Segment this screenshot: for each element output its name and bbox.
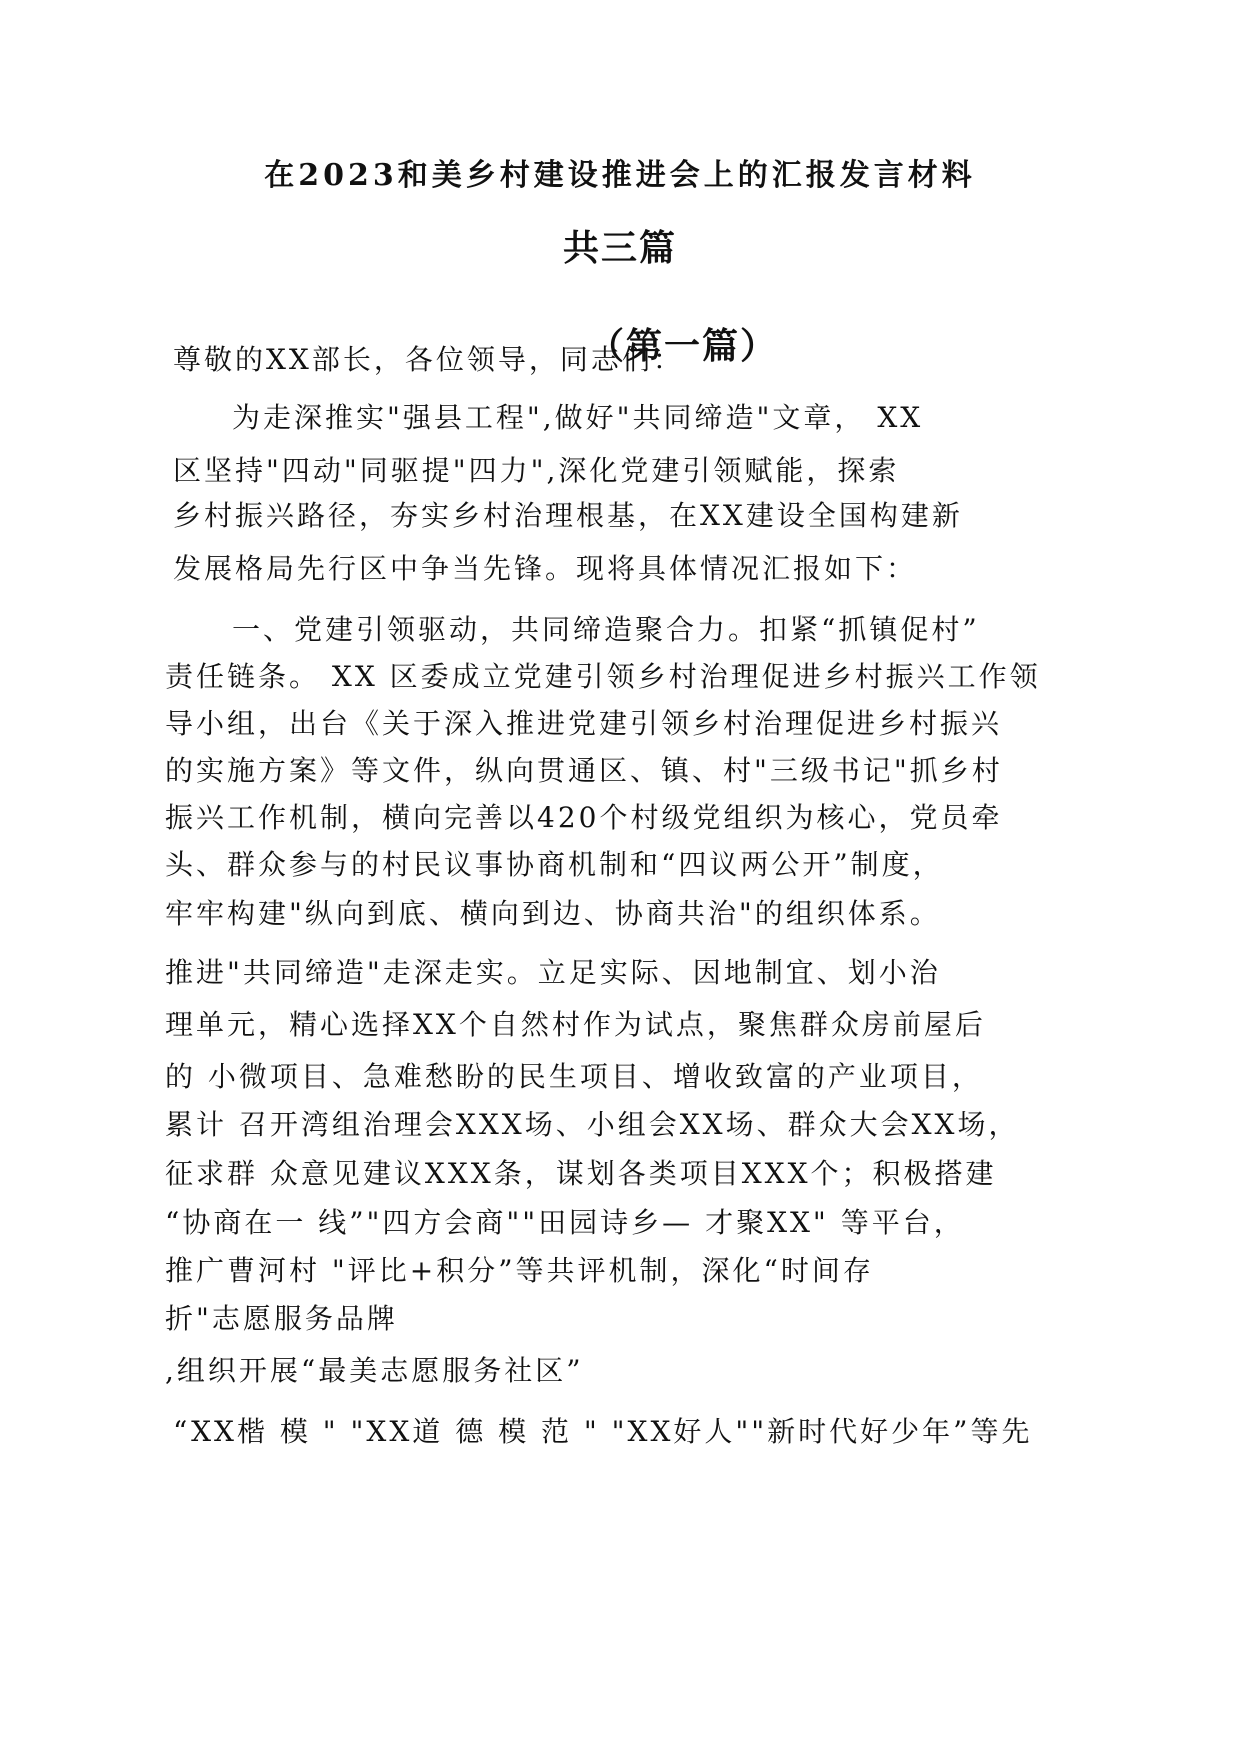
document-subtitle: 共三篇 (562, 227, 677, 269)
salutation-line: 尊敬的XX部长，各位领导，同志们： (173, 343, 684, 376)
document-title: 在2023和美乡村建设推进会上的汇报发言材料 (264, 158, 976, 193)
paragraph-line: 责任链条。 XX 区委成立党建引领乡村治理促进乡村振兴工作领 (165, 660, 1041, 693)
paragraph-line: 发展格局先行区中争当先锋。现将具体情况汇报如下： (173, 552, 918, 585)
paragraph-line: “XX楷 模 " "XX道 德 模 范 " "XX好人""新时代好少年”等先 (173, 1415, 1033, 1448)
paragraph-line: ,组织开展“最美志愿服务社区” (165, 1354, 584, 1387)
paragraph-line: 的实施方案》等文件，纵向贯通区、镇、村"三级书记"抓乡村 (165, 754, 1003, 787)
paragraph-line: 推进"共同缔造"走深走实。立足实际、因地制宜、划小治 (165, 956, 941, 989)
paragraph-line: 累计 召开湾组治理会XXX场、小组会XX场、群众大会XX场， (165, 1108, 1020, 1141)
paragraph-line: 头、群众参与的村民议事协商机制和“四议两公开”制度， (165, 848, 944, 881)
part-heading: （第一篇） (588, 325, 779, 367)
paragraph-line: 牢牢构建"纵向到底、横向到边、协商共治"的组织体系。 (165, 897, 941, 930)
paragraph-line: 理单元，精心选择XX个自然村作为试点，聚焦群众房前屋后 (165, 1008, 986, 1041)
paragraph-line: 折"志愿服务品牌 (165, 1302, 398, 1335)
paragraph-line: 推广曹河村 "评比+积分”等共评机制，深化“时间存 (165, 1254, 874, 1287)
paragraph-line: 区坚持"四动"同驱提"四力",深化党建引领赋能，探索 (173, 454, 900, 487)
paragraph-line: 的 小微项目、急难愁盼的民生项目、增收致富的产业项目， (165, 1060, 983, 1093)
paragraph-line: 一、党建引领驱动，共同缔造聚合力。扣紧“抓镇促村” (232, 613, 980, 646)
paragraph-line: 振兴工作机制，横向完善以420个村级党组织为核心，党员牵 (165, 801, 1003, 834)
paragraph-line: 为走深推实"强县工程",做好"共同缔造"文章， XX (232, 401, 924, 434)
paragraph-line: 征求群 众意见建议XXX条，谋划各类项目XXX个；积极搭建 (165, 1157, 997, 1190)
paragraph-line: 乡村振兴路径，夯实乡村治理根基，在XX建设全国构建新 (173, 499, 963, 532)
paragraph-line: “协商在一 线”"四方会商""田园诗乡— 才聚XX" 等平台， (165, 1206, 965, 1239)
paragraph-line: 导小组，出台《关于深入推进党建引领乡村治理促进乡村振兴 (165, 707, 1003, 740)
